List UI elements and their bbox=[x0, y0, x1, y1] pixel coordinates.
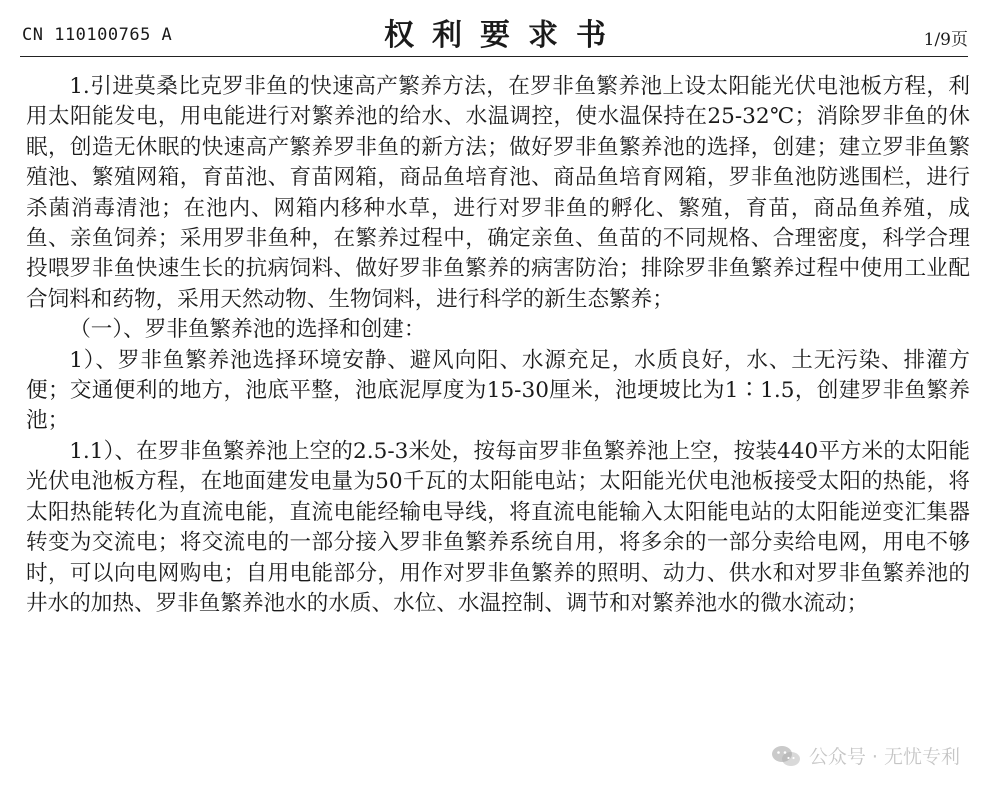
claims-body bbox=[26, 72, 970, 619]
wechat-icon bbox=[771, 745, 801, 767]
claim-paragraph: 1）、罗非鱼繁养池选择环境安静、避风向阳、水源充足，水质良好，水、土无污染、排灌方便；交通便利的地方，池底平整，池底泥厚度为15-30厘米，池埂坡比为1∶1.5，创建罗非鱼繁养池； bbox=[26, 347, 970, 434]
watermark-text: 公众号 · 无忧专利 bbox=[808, 746, 960, 768]
section-heading: （一）、罗非鱼繁养池的选择和创建： bbox=[69, 317, 426, 343]
document-title: 权利要求书 bbox=[384, 18, 624, 53]
page-number: 1/9页 bbox=[923, 30, 968, 50]
page-header bbox=[0, 0, 990, 58]
header-divider bbox=[20, 56, 968, 57]
claim-paragraph: 1.1）、在罗非鱼繁养池上空的2.5-3米处，按每亩罗非鱼繁养池上空，按装440平方米的太阳能光伏电池板方程，在地面建发电量为50千瓦的太阳能电站；太阳能光伏电池板接受太阳的热能，将太阳热能转化为直流电能，直流电能经输电导线，将直流电能输入太阳能电站的太阳能逆变汇集器转变为交流电；将交流电的一部分接入罗非鱼繁养系统自用，将多余的一部分卖给电网，用电不够时，可以向电网购电；自用电能部分，用作对罗非鱼繁养的照明、动力、供水和对罗非鱼繁养池的井水的加热、罗非鱼繁养池水的水质、水位、水温控制、调节和对繁养池水的微水流动； bbox=[26, 438, 970, 616]
claim-paragraph: 1.引进莫桑比克罗非鱼的快速高产繁养方法，在罗非鱼繁养池上设太阳能光伏电池板方程，利用太阳能发电，用电能进行对繁养池的给水、水温调控，使水温保持在25-32℃；消除罗非鱼的休眠，创造无休眠的快速高产繁养罗非鱼的新方法；做好罗非鱼繁养池的选择，创建；建立罗非鱼繁殖池、繁殖网箱，育苗池、育苗网箱，商品鱼培育池、商品鱼培育网箱，罗非鱼池防逃围栏，进行杀菌消毒清池；在池内、网箱内移种水草，进行对罗非鱼的孵化、繁殖，育苗，商品鱼养殖，成鱼、亲鱼饲养；采用罗非鱼种，在繁养过程中，确定亲鱼、鱼苗的不同规格、合理密度，科学合理投喂罗非鱼快速生长的抗病饲料、做好罗非鱼繁养的病害防治；排除罗非鱼繁养过程中使用工业配合饲料和药物，采用天然动物、生物饲料，进行科学的新生态繁养； bbox=[26, 74, 970, 312]
publication-number: CN 110100765 A bbox=[22, 25, 173, 45]
watermark bbox=[771, 742, 960, 769]
